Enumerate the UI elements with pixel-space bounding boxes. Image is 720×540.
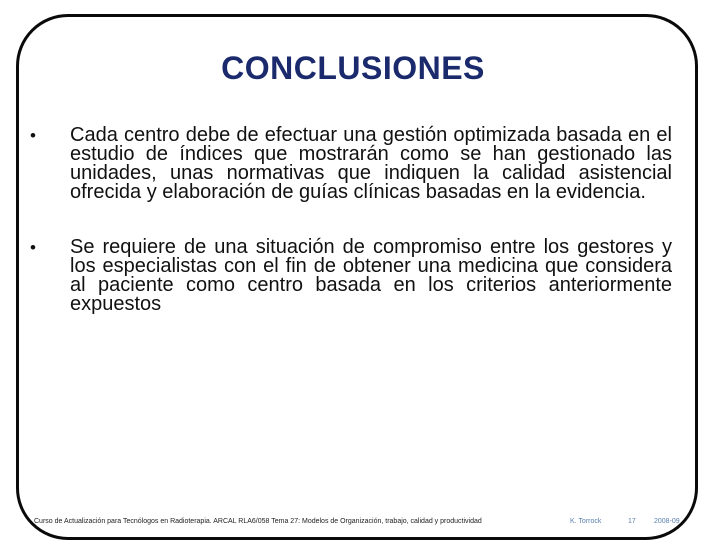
footer-date: 2008-09 — [654, 518, 680, 525]
bullet-text: Se requiere de una situación de compromiso entre los gestores y los especialistas con el fin de obtener una medicina que considera al paciente como centro basada en los criterios anteriormente expuestos — [70, 236, 672, 315]
bullet-marker: • — [30, 238, 36, 257]
slide-title: CONCLUSIONES — [221, 50, 485, 86]
bullet-item-2 — [30, 238, 672, 314]
bullet-marker: • — [30, 126, 36, 145]
footer-course: Curso de Actualización para Tecnólogos en Radioterapia. ARCAL RLA6/058 Tema 27: Modelos de Organización, trabajo, calidad y productividad — [34, 518, 482, 525]
footer-page-number: 17 — [628, 518, 636, 525]
bullet-text: Cada centro debe de efectuar una gestión optimizada basada en el estudio de índices que mostrarán como se han gestionado las unidades, unas normativas que indiquen la calidad asistencial ofrecida y elaboración de guías clínicas basadas en la evidencia. — [70, 124, 672, 203]
bullet-list — [30, 126, 672, 314]
bullet-item-1 — [30, 126, 672, 202]
footer-author: K. Torrock — [570, 518, 602, 525]
